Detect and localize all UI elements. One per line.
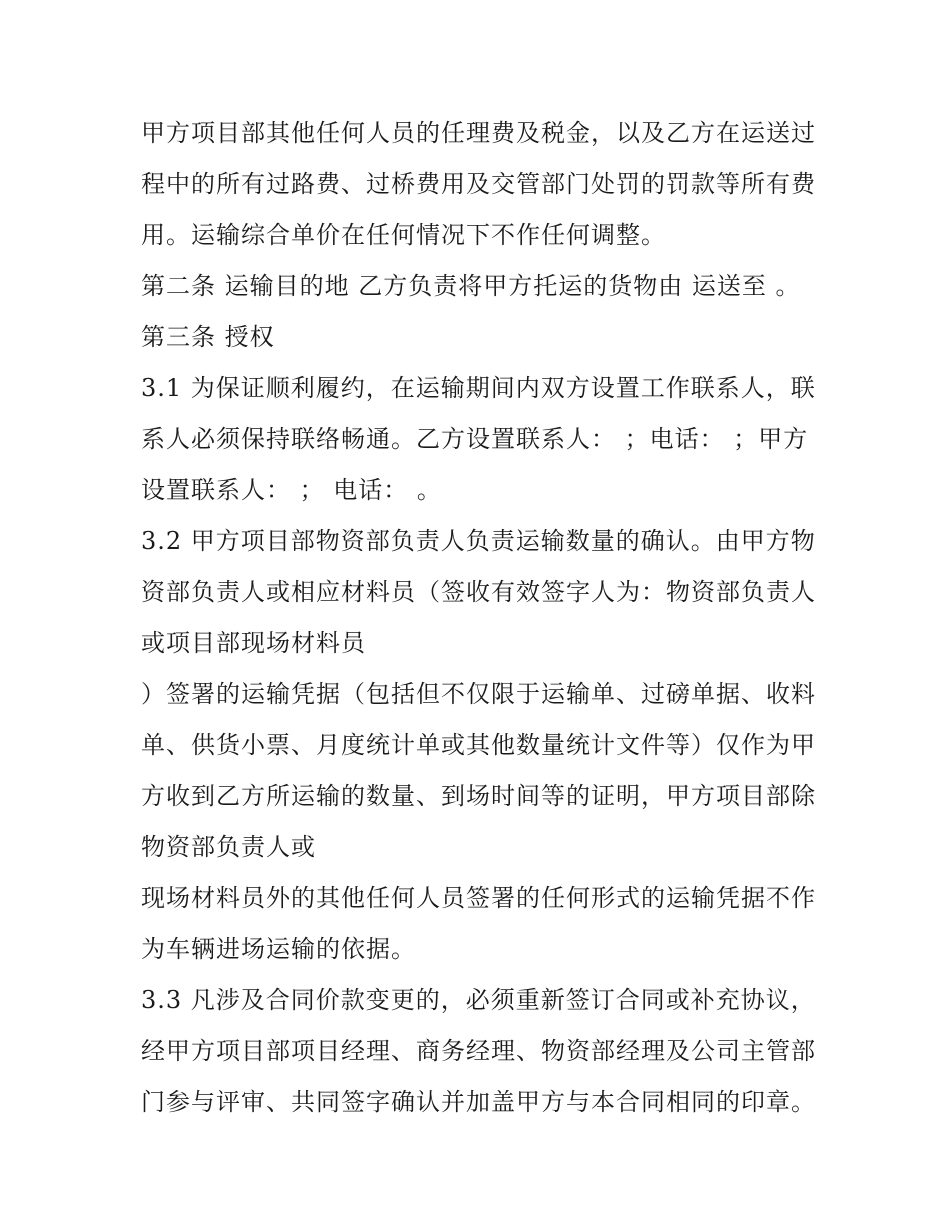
- text-line: 方收到乙方所运输的数量、到场时间等的证明，甲方项目部除: [141, 782, 816, 810]
- text-line: 用。运输综合单价在任何情况下不作任何调整。: [141, 221, 666, 249]
- text-line: 设置联系人： ； 电话： 。: [141, 476, 442, 504]
- contract-text: [141, 108, 821, 1128]
- text-line: 程中的所有过路费、过桥费用及交管部门处罚的罚款等所有费: [141, 170, 816, 198]
- text-line: 物资部负责人或: [141, 833, 316, 861]
- text-line: 为车辆进场运输的依据。: [141, 935, 416, 963]
- article-3-heading: 第三条 授权: [141, 323, 275, 351]
- article-2-heading: 第二条 运输目的地 乙方负责将甲方托运的货物由 运送至 。: [141, 272, 801, 300]
- text-line: 现场材料员外的其他任何人员签署的任何形式的运输凭据不作: [141, 884, 816, 912]
- clause-3-2: 3.2 甲方项目部物资部负责人负责运输数量的确认。由甲方物: [141, 527, 816, 555]
- text-line: 或项目部现场材料员: [141, 629, 366, 657]
- text-line: 门参与评审、共同签字确认并加盖甲方与本合同相同的印章。: [141, 1088, 816, 1116]
- text-line: 单、供货小票、月度统计单或其他数量统计文件等）仅作为甲: [141, 731, 816, 759]
- text-line: 甲方项目部其他任何人员的任理费及税金，以及乙方在运送过: [141, 119, 816, 147]
- clause-3-3: 3.3 凡涉及合同价款变更的，必须重新签订合同或补充协议，: [141, 986, 816, 1014]
- text-line: ）签署的运输凭据（包括但不仅限于运输单、过磅单据、收料: [141, 680, 816, 708]
- clause-3-1: 3.1 为保证顺利履约，在运输期间内双方设置工作联系人，联: [141, 374, 816, 402]
- text-line: 资部负责人或相应材料员（签收有效签字人为：物资部负责人: [141, 578, 816, 606]
- text-line: 系人必须保持联络畅通。乙方设置联系人： ；电话： ；甲方: [141, 425, 809, 453]
- text-line: 经甲方项目部项目经理、商务经理、物资部经理及公司主管部: [141, 1037, 816, 1065]
